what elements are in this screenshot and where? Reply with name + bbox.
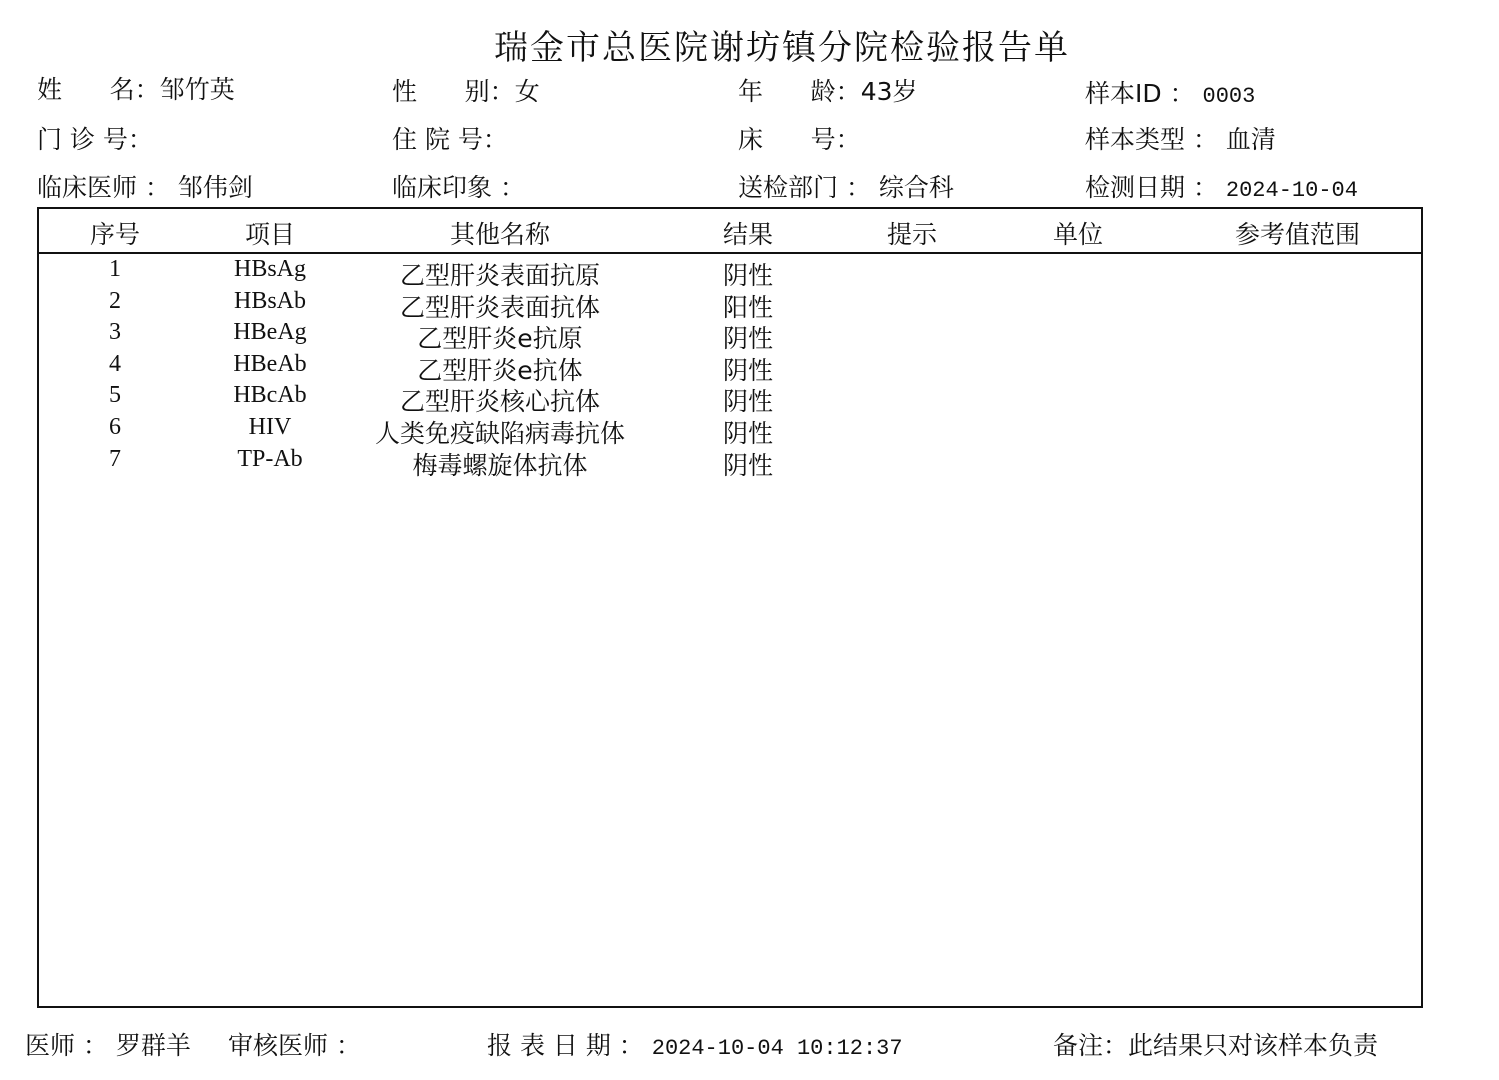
- row-result: 阴性: [722, 261, 773, 290]
- row-other-name: 乙型肝炎e抗原: [417, 324, 583, 354]
- clinical-doctor-field: [37, 168, 253, 204]
- row-item: HBsAb: [233, 287, 306, 314]
- physician-field: [25, 1026, 191, 1062]
- row-result: 阳性: [722, 292, 773, 322]
- row-other-name: 乙型肝炎e抗体: [417, 355, 583, 385]
- row-result: 阴性: [722, 324, 773, 354]
- header-item: 项目: [244, 220, 295, 249]
- age-value: 43岁: [860, 77, 918, 106]
- row-result: 阴性: [722, 450, 773, 480]
- row-no: 7: [109, 445, 121, 472]
- outpatient-label: 门 诊 号：: [37, 125, 153, 154]
- patient-name-field: [37, 70, 235, 106]
- department-value: 综合科: [878, 173, 954, 202]
- patient-name-label: 姓 名：: [37, 75, 160, 104]
- row-no: 4: [109, 350, 121, 377]
- header-reference-range: 参考值范围: [1234, 220, 1360, 249]
- row-item: HIV: [248, 414, 292, 440]
- department-field: [738, 168, 954, 204]
- header-result: 结果: [722, 220, 773, 249]
- row-no: 2: [109, 287, 121, 314]
- row-other-name: 梅毒螺旋体抗体: [412, 450, 588, 480]
- row-item: HBcAb: [233, 382, 307, 409]
- clinical-impression-field: [392, 168, 525, 204]
- clinical-doctor-value: 邹伟剑: [177, 173, 253, 202]
- age-label: 年 龄：: [738, 77, 861, 106]
- report-date-value: 2024-10-04 10:12:37: [651, 1036, 903, 1061]
- header-no: 序号: [89, 220, 140, 249]
- gender-field: [392, 72, 540, 108]
- row-result: 阴性: [722, 419, 773, 448]
- row-item: HBsAg: [233, 256, 306, 282]
- header-unit: 单位: [1052, 220, 1103, 249]
- header-other-name: 其他名称: [449, 220, 550, 249]
- sample-type-field: [1085, 120, 1276, 156]
- row-other-name: 乙型肝炎核心抗体: [399, 387, 600, 417]
- row-other-name: 人类免疫缺陷病毒抗体: [374, 419, 625, 448]
- outpatient-field: [37, 120, 153, 156]
- clinical-impression-label: 临床印象 ：: [392, 173, 525, 202]
- gender-value: 女: [514, 77, 540, 106]
- bed-field: [738, 120, 861, 156]
- patient-name: 邹竹英: [159, 75, 235, 104]
- row-other-name: 乙型肝炎表面抗原: [399, 261, 600, 290]
- report-date-field: [487, 1026, 903, 1062]
- remark-note: 备注：此结果只对该样本负责: [1053, 1031, 1379, 1060]
- report-date-label: 报 表 日 期 ：: [487, 1031, 644, 1060]
- physician-label: 医师 ：: [25, 1031, 108, 1060]
- test-date-value: 2024-10-04: [1225, 178, 1358, 203]
- gender-label: 性 别：: [392, 77, 515, 106]
- row-no: 1: [109, 256, 121, 282]
- sample-id-value: 0003: [1202, 84, 1256, 109]
- department-label: 送检部门 ：: [738, 173, 871, 202]
- physician-value: 罗群羊: [115, 1031, 191, 1060]
- row-no: 6: [109, 414, 121, 440]
- row-no: 5: [109, 382, 121, 409]
- sample-id-label: 样本ID ：: [1085, 79, 1195, 108]
- sample-type-label: 样本类型 ：: [1085, 125, 1218, 154]
- row-result: 阴性: [722, 387, 773, 417]
- sample-id-field: [1085, 74, 1255, 110]
- test-date-label: 检测日期 ：: [1085, 173, 1218, 202]
- header-divider: [37, 252, 1423, 254]
- header-hint: 提示: [886, 220, 937, 249]
- reviewer-label: 审核医师 ：: [228, 1031, 361, 1060]
- test-date-field: [1085, 168, 1358, 204]
- row-item: HBeAg: [233, 319, 307, 346]
- age-field: [738, 72, 918, 108]
- sample-type-value: 血清: [1225, 125, 1276, 154]
- reviewer-field: [228, 1026, 361, 1062]
- row-other-name: 乙型肝炎表面抗体: [399, 292, 600, 322]
- bed-label: 床 号：: [738, 125, 861, 154]
- row-item: TP-Ab: [237, 445, 303, 472]
- inpatient-label: 住 院 号：: [392, 125, 508, 154]
- inpatient-field: [392, 120, 508, 156]
- clinical-doctor-label: 临床医师 ：: [37, 173, 170, 202]
- row-result: 阴性: [722, 355, 773, 385]
- row-no: 3: [109, 319, 121, 346]
- row-item: HBeAb: [233, 350, 307, 377]
- report-title: 瑞金市总医院谢坊镇分院检验报告单: [494, 28, 1070, 68]
